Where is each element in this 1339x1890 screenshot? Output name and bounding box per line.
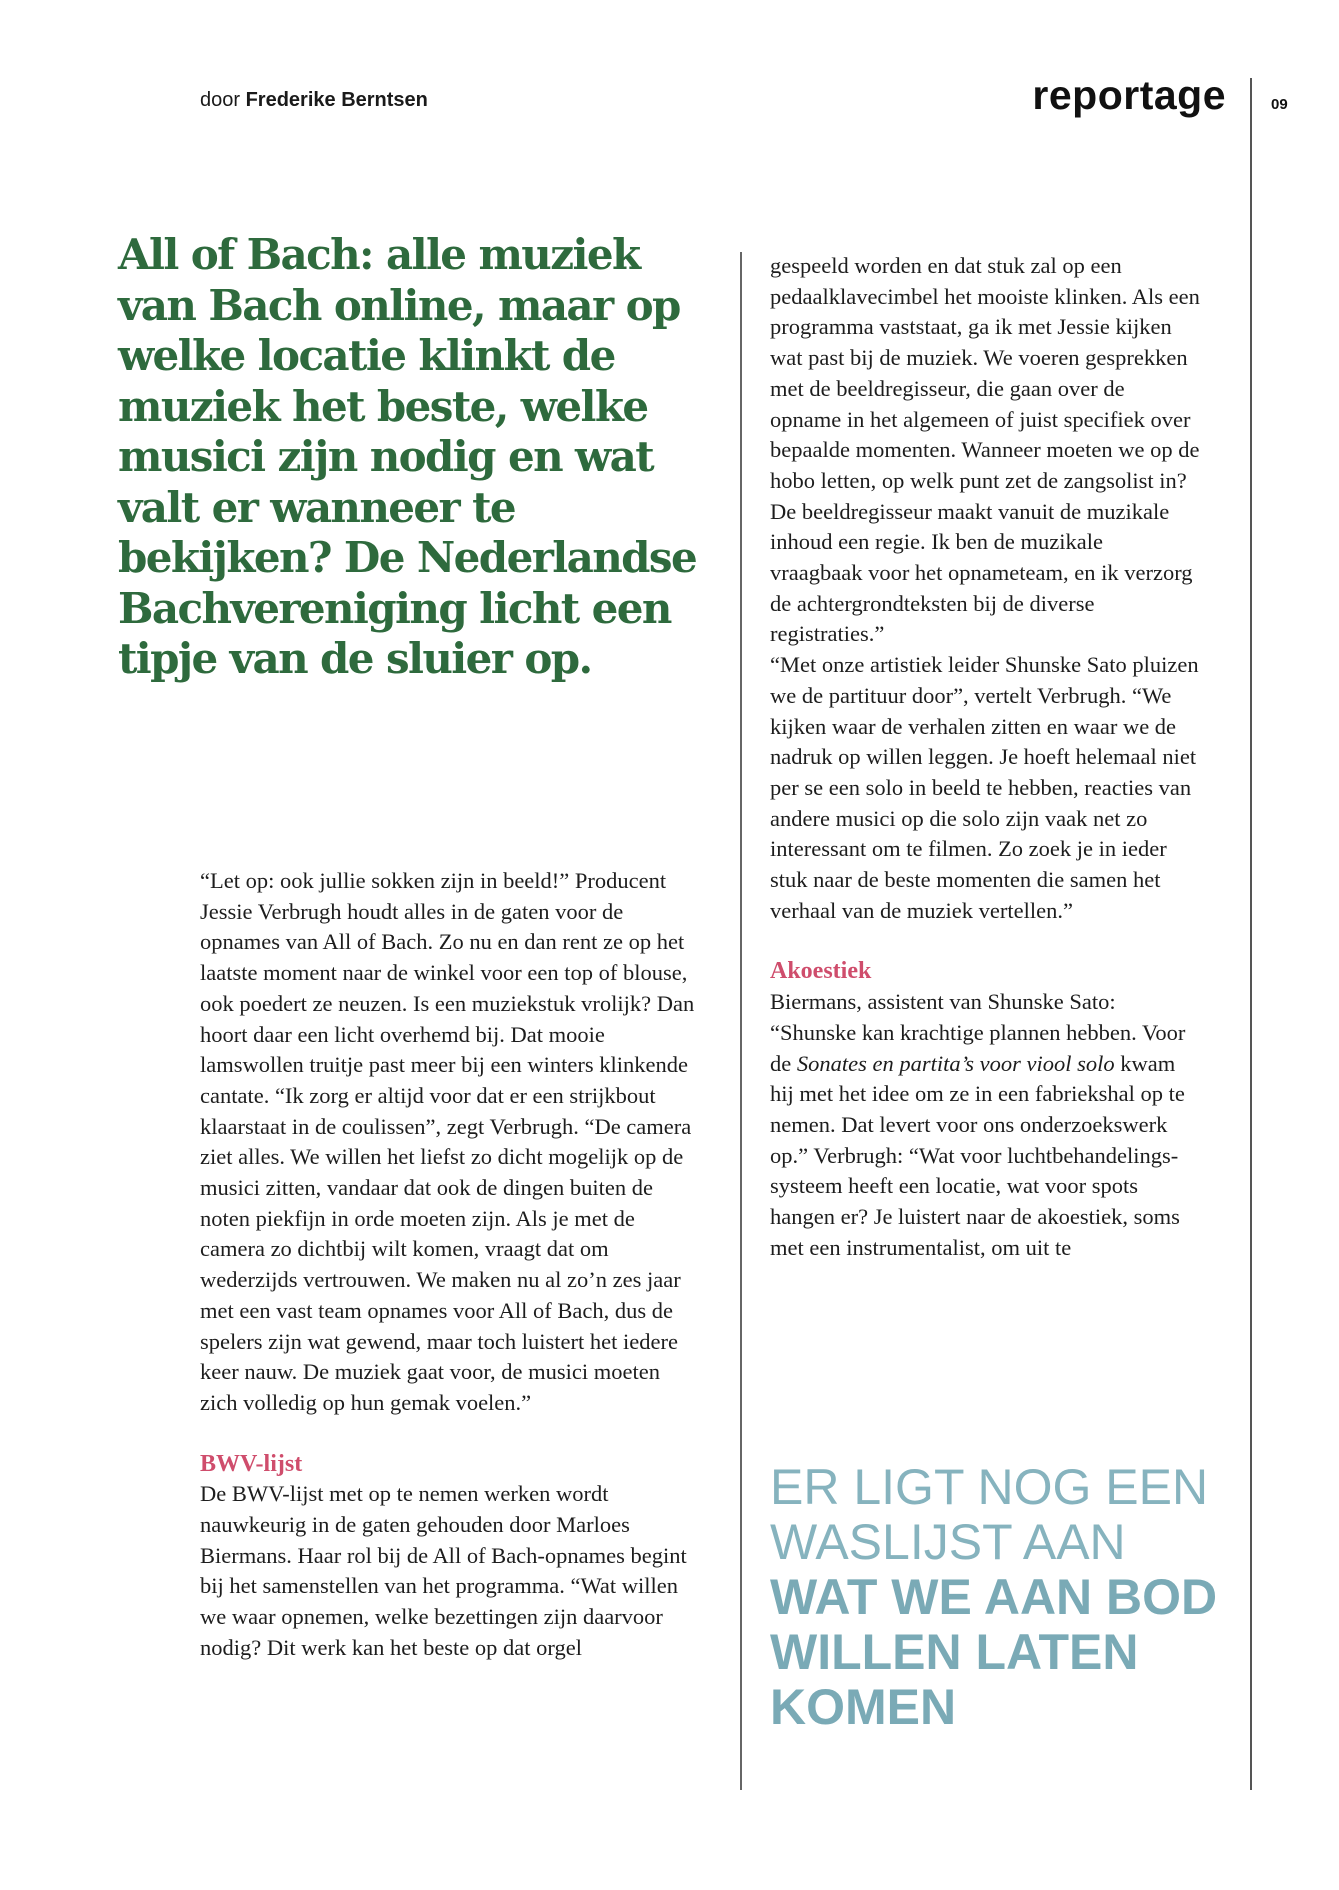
akoestiek-text-2: kwam hij met het idee om ze in een fabriekshal op te nemen. Dat levert voor ons onderzoekswerk op.” Verbrugh: “Wat voor luchtbehandelings-systeem heeft een locatie, wat voor spots hangen er? Je luistert naar de akoestiek, soms met een instrumentalist, om uit te <box>770 1050 1185 1260</box>
subhead-akoestiek: Akoestiek <box>770 958 872 985</box>
right-column <box>770 251 1200 1264</box>
page-divider-line <box>1250 78 1252 1790</box>
subhead-bwv-lijst: BWV-lijst <box>200 1450 303 1477</box>
article-headline: All of Bach: alle muziek van Bach online, maar op welke locatie klinkt de muziek het beste, welke musici zijn nodig en wat valt er wanneer te bekijken? De Nederlandse Bachvereniging licht een tipje van de sluier op. <box>118 230 697 683</box>
byline-prefix: door <box>200 89 241 111</box>
byline <box>200 89 428 112</box>
intro-paragraph: “Let op: ook jullie sokken zijn in beeld!” Producent Jessie Verbrugh houdt alles in de gaten voor de opnames van All of Bach. Zo nu en dan rent ze op het laatste moment naar de winkel voor een top of blouse, ook poedert ze neuzen. Is een muziekstuk vrolijk? Dan hoort daar een licht overhemd bij. Dat mooie lamswollen truitje past meer bij een winters klinkende cantate. “Ik zorg er altijd voor dat er een strijkbout klaarstaat in de coulissen”, zegt Verbrugh. “De camera ziet alles. We willen het liefst zo dicht mogelijk op de musici zitten, vandaar dat ook de dingen buiten de noten piekfijn in orde moeten zijn. Als je met de camera zo dichtbij wilt komen, vraagt dat om wederzijds vertrouwen. We maken nu al zo’n zes jaar met een vast team opnames voor All of Bach, dus de spelers zijn wat gewend, maar toch luistert het iedere keer nauw. De muziek gaat voor, de musici moeten zich volledig op hun gemak voelen.” <box>200 868 695 1415</box>
pull-quote-bold: WAT WE AAN BOD WILLEN LATEN KOMEN <box>770 1569 1218 1735</box>
pull-quote <box>770 1460 1240 1735</box>
column-divider-line <box>740 252 742 1790</box>
akoestiek-work-title: Sonates en partita’s voor viool solo <box>796 1050 1115 1076</box>
continuation-paragraph: gespeeld worden en dat stuk zal op een pedaalklavecimbel het mooiste klinken. Als een programma vaststaat, ga ik met Jessie kijken wat past bij de muziek. We voeren gesprekken met de beeldregisseur, die gaan over de opname in het algemeen of juist specifiek over bepaalde momenten. Wanneer moeten we op de hobo letten, op welk punt zet de zangsolist in? De beeldregisseur maakt vanuit de muzikale inhoud een regie. Ik ben de muzikale vraagbaak voor het opnameteam, en ik verzorg de achtergrondteksten bij de diverse registraties.” <box>770 253 1200 647</box>
akoestiek-paragraph <box>770 987 1200 1263</box>
bwv-paragraph: De BWV-lijst met op te nemen werken wordt nauwkeurig in de gaten gehouden door Marloes Biermans. Haar rol bij de All of Bach-opnames begint bij het samenstellen van het programma. “Wat willen we waar opnemen, welke bezettingen zijn daarvoor nodig? Dit werk kan het beste op dat orgel <box>200 1481 687 1660</box>
pull-quote-light: ER LIGT NOG EEN WASLIJST AAN <box>770 1459 1209 1570</box>
left-column <box>200 866 700 1664</box>
akoestiek-text-1: Biermans, assistent van Shunske Sato: “Shunske kan krachtige plannen hebben. Voor de <box>770 989 1186 1076</box>
byline-author: Frederike Berntsen <box>245 89 428 111</box>
section-label: reportage <box>1032 72 1226 118</box>
sato-paragraph: “Met onze artistiek leider Shunske Sato pluizen we de partituur door”, vertelt Verbrugh. “We kijken waar de verhalen zitten en waar we de nadruk op willen leggen. Je hoeft helemaal niet per se een solo in beeld te hebben, reacties van andere musici op die solo zijn vaak net zo interessant om te filmen. Zo zoek je in ieder stuk naar de beste momenten die samen het verhaal van de muziek vertellen.” <box>770 652 1199 923</box>
page-number: 09 <box>1271 96 1288 113</box>
